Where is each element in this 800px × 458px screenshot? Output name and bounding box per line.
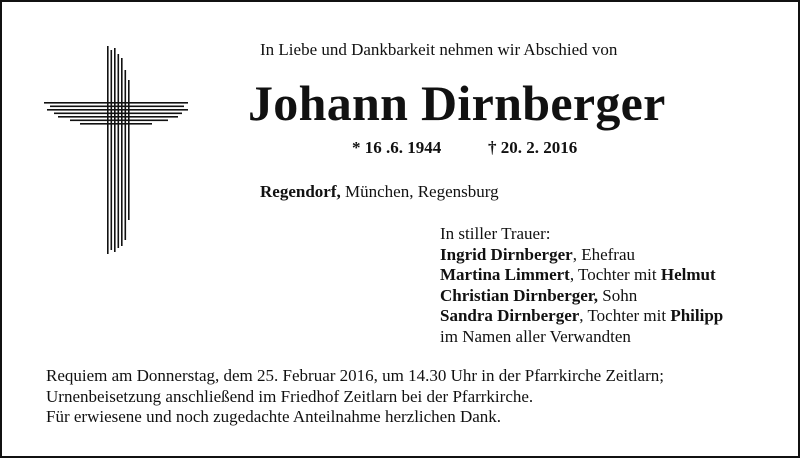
mourner-row [440, 265, 723, 286]
mourner-row [440, 286, 723, 307]
mourning-closing: im Namen aller Verwandten [440, 326, 631, 346]
birth-date: * 16 .6. 1944 [352, 138, 442, 157]
footer-text [46, 366, 664, 428]
place-others: München, Regensburg [344, 182, 499, 201]
mourner-name: Sandra Dirnberger [440, 306, 580, 326]
mourner-name: Martina Limmert [440, 265, 570, 285]
footer-line: Urnenbeisetzung anschließend im Friedhof Zeitlarn bei der Pfarrkirche. [46, 386, 534, 406]
cross-icon [44, 46, 188, 254]
mourners-block [440, 224, 723, 348]
mourner-partner: Philipp [670, 306, 724, 326]
footer-line: Requiem am Donnerstag, dem 25. Februar 2016, um 14.30 Uhr in der Pfarrkirche Zeitlarn; [46, 366, 664, 385]
mourner-row [440, 306, 723, 327]
deceased-name: Johann Dirnberger [248, 75, 666, 131]
intro-text: In Liebe und Dankbarkeit nehmen wir Abschied von [260, 40, 618, 59]
places [260, 182, 499, 202]
mourner-row [440, 245, 723, 266]
mourner-relation: , Tochter mit [579, 306, 667, 326]
death-date: † 20. 2. 2016 [488, 138, 578, 157]
mourner-name: Ingrid Dirnberger [440, 244, 573, 264]
mourning-heading: In stiller Trauer: [440, 224, 551, 243]
mourner-relation: Sohn [602, 285, 638, 305]
mourner-name: Christian Dirnberger, [440, 285, 599, 305]
mourner-relation: , Ehefrau [572, 244, 635, 264]
mourner-partner: Helmut [660, 265, 716, 285]
footer-line: Für erwiesene und noch zugedachte Anteilnahme herzlichen Dank. [46, 407, 502, 426]
place-primary: Regendorf, [260, 182, 341, 201]
mourner-relation: , Tochter mit [569, 265, 657, 285]
